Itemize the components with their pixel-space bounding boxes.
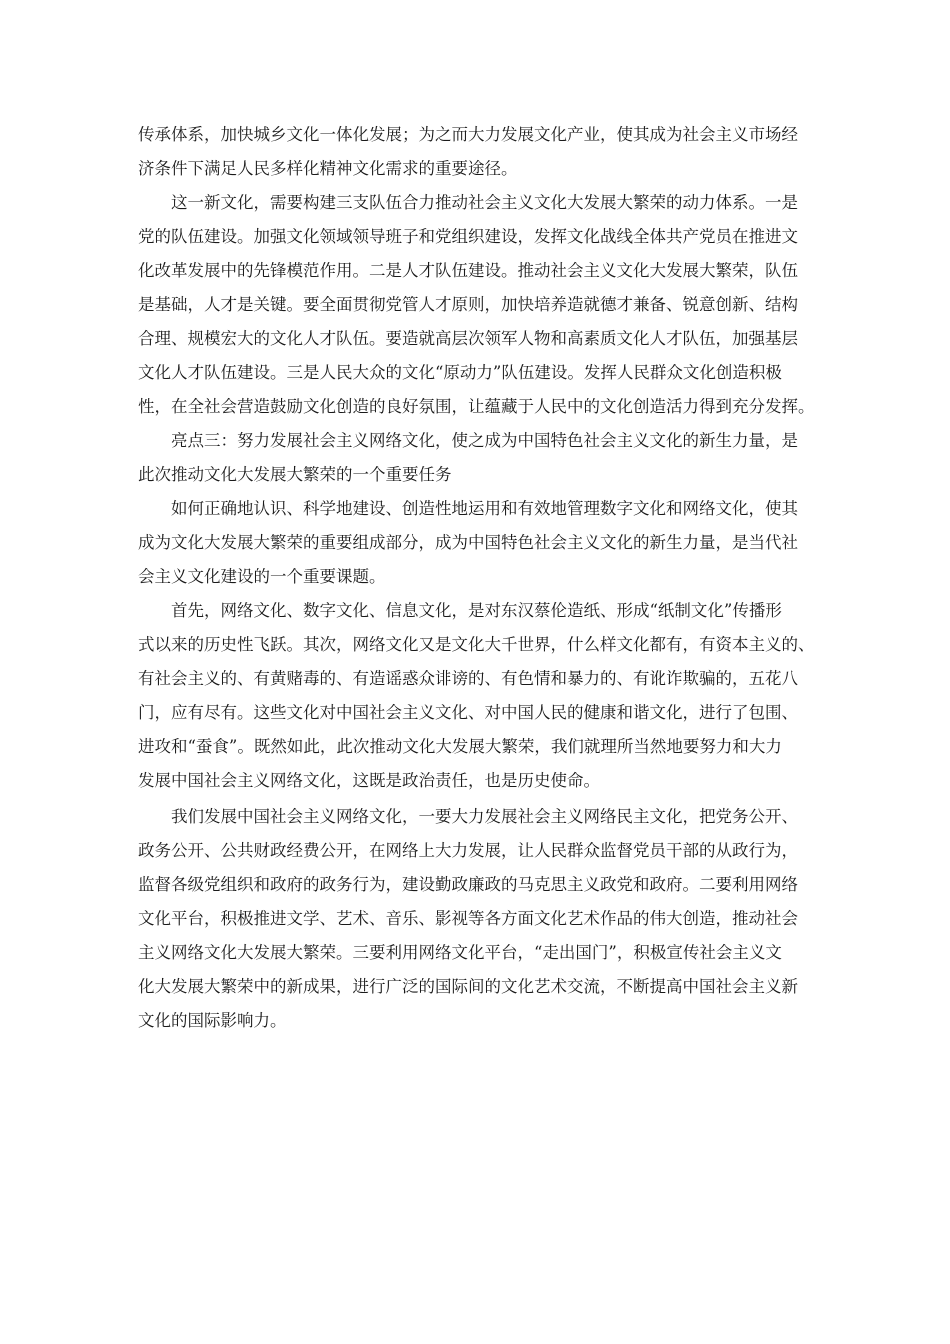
text-line: 党的队伍建设。加强文化领域领导班子和党组织建设，发挥文化战线全体共产党员在推进文 bbox=[138, 227, 798, 246]
text-line: 发展中国社会主义网络文化，这既是政治责任，也是历史使命。 bbox=[138, 771, 600, 790]
text-line: 化大发展大繁荣中的新成果，进行广泛的国际间的文化艺术交流，不断提高中国社会主义新 bbox=[138, 977, 798, 996]
text-line: 主义网络文化大发展大繁荣。三要利用网络文化平台，“走出国门”，积极宣传社会主义文 bbox=[138, 943, 782, 962]
section-heading-line: 亮点三：努力发展社会主义网络文化，使之成为中国特色社会主义文化的新生力量，是 bbox=[171, 431, 798, 450]
text-line: 会主义文化建设的一个重要课题。 bbox=[138, 567, 386, 586]
section-heading-line: 此次推动文化大发展大繁荣的一个重要任务 bbox=[138, 465, 452, 484]
text-line: 进攻和“蚕食”。既然如此，此次推动文化大发展大繁荣，我们就理所当然地要努力和大力 bbox=[138, 737, 782, 756]
text-line: 监督各级党组织和政府的政务行为，建设勤政廉政的马克思主义政党和政府。二要利用网络 bbox=[138, 875, 798, 894]
text-line: 化改革发展中的先锋模范作用。二是人才队伍建设。推动社会主义文化大发展大繁荣，队伍 bbox=[138, 261, 798, 280]
document-body bbox=[138, 118, 824, 1038]
text-line: 文化的国际影响力。 bbox=[138, 1011, 287, 1030]
text-line: 成为文化大发展大繁荣的重要组成部分，成为中国特色社会主义文化的新生力量，是当代社 bbox=[138, 533, 798, 552]
text-line: 是基础，人才是关键。要全面贯彻党管人才原则，加快培养造就德才兼备、锐意创新、结构 bbox=[138, 295, 798, 314]
text-line: 政务公开、公共财政经费公开，在网络上大力发展，让人民群众监督党员干部的从政行为， bbox=[138, 841, 798, 860]
text-line: 文化人才队伍建设。三是人民大众的文化“原动力”队伍建设。发挥人民群众文化创造积极 bbox=[138, 363, 782, 382]
text-line: 门，应有尽有。这些文化对中国社会主义文化、对中国人民的健康和谐文化，进行了包围、 bbox=[138, 703, 798, 722]
text-line: 济条件下满足人民多样化精神文化需求的重要途径。 bbox=[138, 159, 518, 178]
text-line: 式以来的历史性飞跃。其次，网络文化又是文化大千世界，什么样文化都有，有资本主义的、 bbox=[138, 635, 815, 654]
paragraph-first-line: 我们发展中国社会主义网络文化，一要大力发展社会主义网络民主文化，把党务公开、 bbox=[171, 807, 798, 826]
paragraph-first-line: 如何正确地认识、科学地建设、创造性地运用和有效地管理数字文化和网络文化，使其 bbox=[171, 499, 798, 518]
paragraph-first-line: 这一新文化，需要构建三支队伍合力推动社会主义文化大发展大繁荣的动力体系。一是 bbox=[171, 193, 798, 212]
text-line: 性，在全社会营造鼓励文化创造的良好氛围，让蕴藏于人民中的文化创造活力得到充分发挥。 bbox=[138, 397, 815, 416]
text-line: 有社会主义的、有黄赌毒的、有造谣惑众诽谤的、有色情和暴力的、有讹诈欺骗的，五花八 bbox=[138, 669, 798, 688]
text-line: 合理、规模宏大的文化人才队伍。要造就高层次领军人物和高素质文化人才队伍，加强基层 bbox=[138, 329, 798, 348]
paragraph-first-line: 首先，网络文化、数字文化、信息文化，是对东汉蔡伦造纸、形成“纸制文化”传播形 bbox=[171, 601, 782, 620]
text-line: 传承体系，加快城乡文化一体化发展；为之而大力发展文化产业，使其成为社会主义市场经 bbox=[138, 125, 798, 144]
text-line: 文化平台，积极推进文学、艺术、音乐、影视等各方面文化艺术作品的伟大创造，推动社会 bbox=[138, 909, 798, 928]
